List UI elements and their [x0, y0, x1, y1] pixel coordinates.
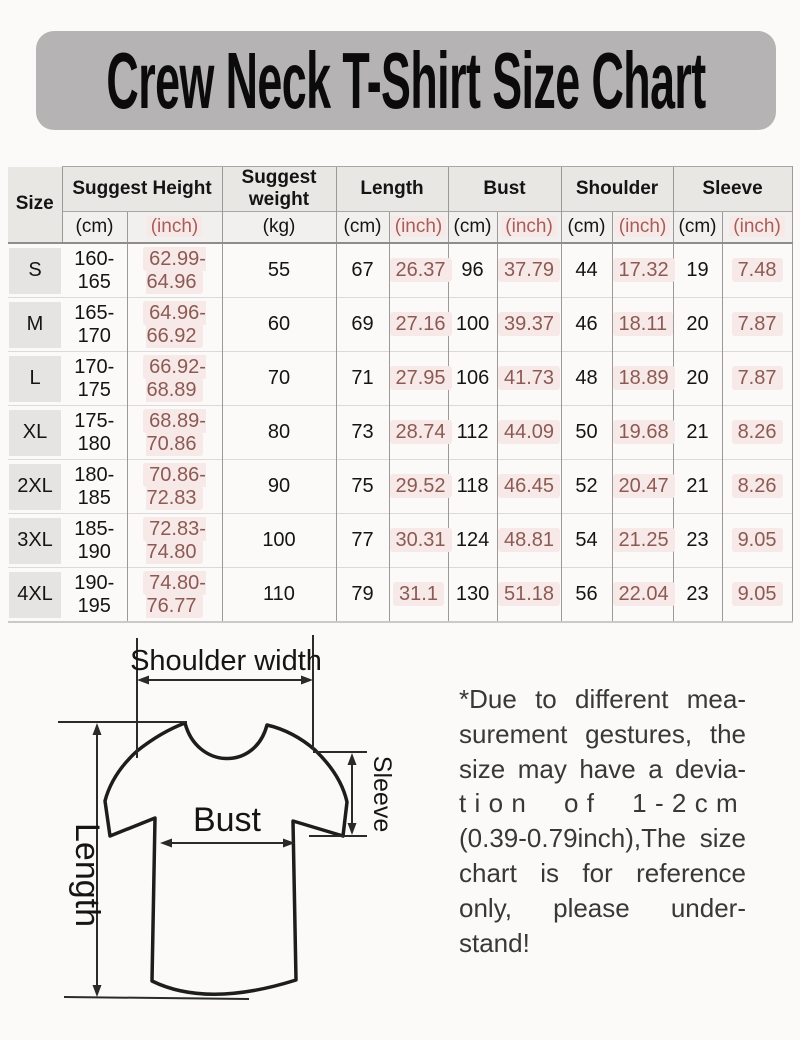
cell: 27.16: [389, 298, 448, 352]
cell: 26.37: [389, 243, 448, 298]
disclaimer-line: tion of 1-2cm: [459, 788, 746, 819]
cell: 51.18: [497, 568, 561, 623]
cell: 64.96-66.92: [127, 298, 222, 352]
cell: 7.87: [722, 298, 792, 352]
cell: 74.80-76.77: [127, 568, 222, 623]
cell: 8.26: [722, 406, 792, 460]
cell: 27.95: [389, 352, 448, 406]
cell: 30.31: [389, 514, 448, 568]
cell: 175-180: [62, 406, 127, 460]
cell: 130: [448, 568, 497, 623]
size-chart-table-wrap: [8, 166, 792, 623]
cell: 19: [673, 243, 722, 298]
size-label: 4XL: [9, 572, 61, 618]
unit-weight-kg: (kg): [222, 212, 336, 244]
cell: [8, 352, 62, 406]
tshirt-measurement-diagram: [0, 618, 420, 1040]
cell: 22.04: [612, 568, 673, 623]
cell: 20.47: [612, 460, 673, 514]
cell: 46: [561, 298, 612, 352]
size-label: 3XL: [9, 518, 61, 564]
unit-shoulder-cm: (cm): [561, 212, 612, 244]
cell: 56: [561, 568, 612, 623]
table-row-3xl: [8, 514, 792, 568]
cell: 77: [336, 514, 389, 568]
cell: 21: [673, 460, 722, 514]
size-label: 2XL: [9, 464, 61, 510]
cell: 75: [336, 460, 389, 514]
table-row-4xl: [8, 568, 792, 623]
table-row-xl: [8, 406, 792, 460]
cell: 69: [336, 298, 389, 352]
cell: 185-190: [62, 514, 127, 568]
bust-label: Bust: [192, 801, 262, 839]
cell: 70.86-72.83: [127, 460, 222, 514]
cell: 48.81: [497, 514, 561, 568]
cell: 46.45: [497, 460, 561, 514]
disclaimer-line: only, please under-: [459, 892, 746, 923]
table-row-l: [8, 352, 792, 406]
cell: 55: [222, 243, 336, 298]
cell: 112: [448, 406, 497, 460]
cell: 80: [222, 406, 336, 460]
cell: 72.83-74.80: [127, 514, 222, 568]
cell: 68.89-70.86: [127, 406, 222, 460]
cell: 54: [561, 514, 612, 568]
col-header-shoulder: Shoulder: [561, 167, 673, 212]
col-header-suggest-height: Suggest Height: [62, 167, 222, 212]
cell: [8, 298, 62, 352]
cell: 50: [561, 406, 612, 460]
cell: 170-175: [62, 352, 127, 406]
cell: 23: [673, 568, 722, 623]
cell: 96: [448, 243, 497, 298]
title-banner: [36, 31, 776, 130]
tshirt-outline: [105, 723, 347, 994]
size-label: M: [9, 302, 61, 348]
disclaimer-line: size may have a devia-: [459, 753, 746, 784]
unit-length-cm: (cm): [336, 212, 389, 244]
cell: [8, 406, 62, 460]
cell: 31.1: [389, 568, 448, 623]
cell: 73: [336, 406, 389, 460]
unit-shoulder-inch: (inch): [612, 212, 673, 244]
cell: 41.73: [497, 352, 561, 406]
unit-height-inch: (inch): [127, 212, 222, 244]
page-title: Crew Neck T-Shirt Size Chart: [106, 35, 706, 125]
cell: 70: [222, 352, 336, 406]
shoulder-width-label: Shoulder width: [130, 645, 322, 677]
length-label: Length: [68, 823, 106, 927]
cell: 110: [222, 568, 336, 623]
cell: 100: [222, 514, 336, 568]
unit-sleeve-inch: (inch): [722, 212, 792, 244]
cell: 165-170: [62, 298, 127, 352]
col-header-suggest-weight: Suggest weight: [222, 167, 336, 212]
unit-sleeve-cm: (cm): [673, 212, 722, 244]
cell: 18.89: [612, 352, 673, 406]
cell: 62.99-64.96: [127, 243, 222, 298]
cell: 18.11: [612, 298, 673, 352]
cell: 60: [222, 298, 336, 352]
cell: 8.26: [722, 460, 792, 514]
cell: 28.74: [389, 406, 448, 460]
cell: 39.37: [497, 298, 561, 352]
cell: 44.09: [497, 406, 561, 460]
disclaimer-line: surement gestures, the: [459, 718, 746, 749]
cell: 100: [448, 298, 497, 352]
cell: 17.32: [612, 243, 673, 298]
table-row-m: [8, 298, 792, 352]
cell: 67: [336, 243, 389, 298]
unit-height-cm: (cm): [62, 212, 127, 244]
col-header-length: Length: [336, 167, 448, 212]
disclaimer-line: chart is for reference: [459, 857, 746, 888]
table-row-2xl: [8, 460, 792, 514]
cell: 106: [448, 352, 497, 406]
cell: 23: [673, 514, 722, 568]
cell: 7.87: [722, 352, 792, 406]
cell: 44: [561, 243, 612, 298]
col-header-sleeve: Sleeve: [673, 167, 792, 212]
table-header-row: [8, 167, 792, 212]
cell: [8, 568, 62, 623]
disclaimer-line: *Due to different mea-: [459, 684, 746, 714]
cell: 20: [673, 352, 722, 406]
cell: 79: [336, 568, 389, 623]
cell: 118: [448, 460, 497, 514]
disclaimer-text: [459, 682, 746, 960]
cell: 19.68: [612, 406, 673, 460]
cell: [8, 514, 62, 568]
cell: 52: [561, 460, 612, 514]
cell: 124: [448, 514, 497, 568]
col-header-bust: Bust: [448, 167, 561, 212]
cell: 21: [673, 406, 722, 460]
disclaimer-line: (0.39-0.79inch),The size: [459, 823, 746, 854]
size-label: XL: [9, 410, 61, 456]
cell: 21.25: [612, 514, 673, 568]
cell: 9.05: [722, 568, 792, 623]
cell: 160-165: [74, 247, 115, 293]
cell: 190-195: [62, 568, 127, 623]
table-units-row: [8, 212, 792, 244]
unit-bust-cm: (cm): [448, 212, 497, 244]
cell: 37.79: [497, 243, 561, 298]
cell: 71: [336, 352, 389, 406]
disclaimer-line: stand!: [459, 927, 530, 958]
cell: 48: [561, 352, 612, 406]
cell: 7.48: [722, 243, 792, 298]
sleeve-label: Sleeve: [368, 755, 396, 833]
cell: 66.92-68.89: [127, 352, 222, 406]
size-label: L: [9, 356, 61, 402]
cell: 20: [673, 298, 722, 352]
cell: 29.52: [389, 460, 448, 514]
col-header-size: Size: [8, 167, 62, 244]
unit-bust-inch: (inch): [497, 212, 561, 244]
unit-length-inch: (inch): [389, 212, 448, 244]
cell: [8, 243, 62, 298]
size-chart-table: [8, 166, 793, 623]
table-row-s: [8, 243, 792, 298]
cell: 90: [222, 460, 336, 514]
size-label: S: [9, 248, 61, 294]
cell: [8, 460, 62, 514]
cell: 9.05: [722, 514, 792, 568]
cell: 180-185: [62, 460, 127, 514]
